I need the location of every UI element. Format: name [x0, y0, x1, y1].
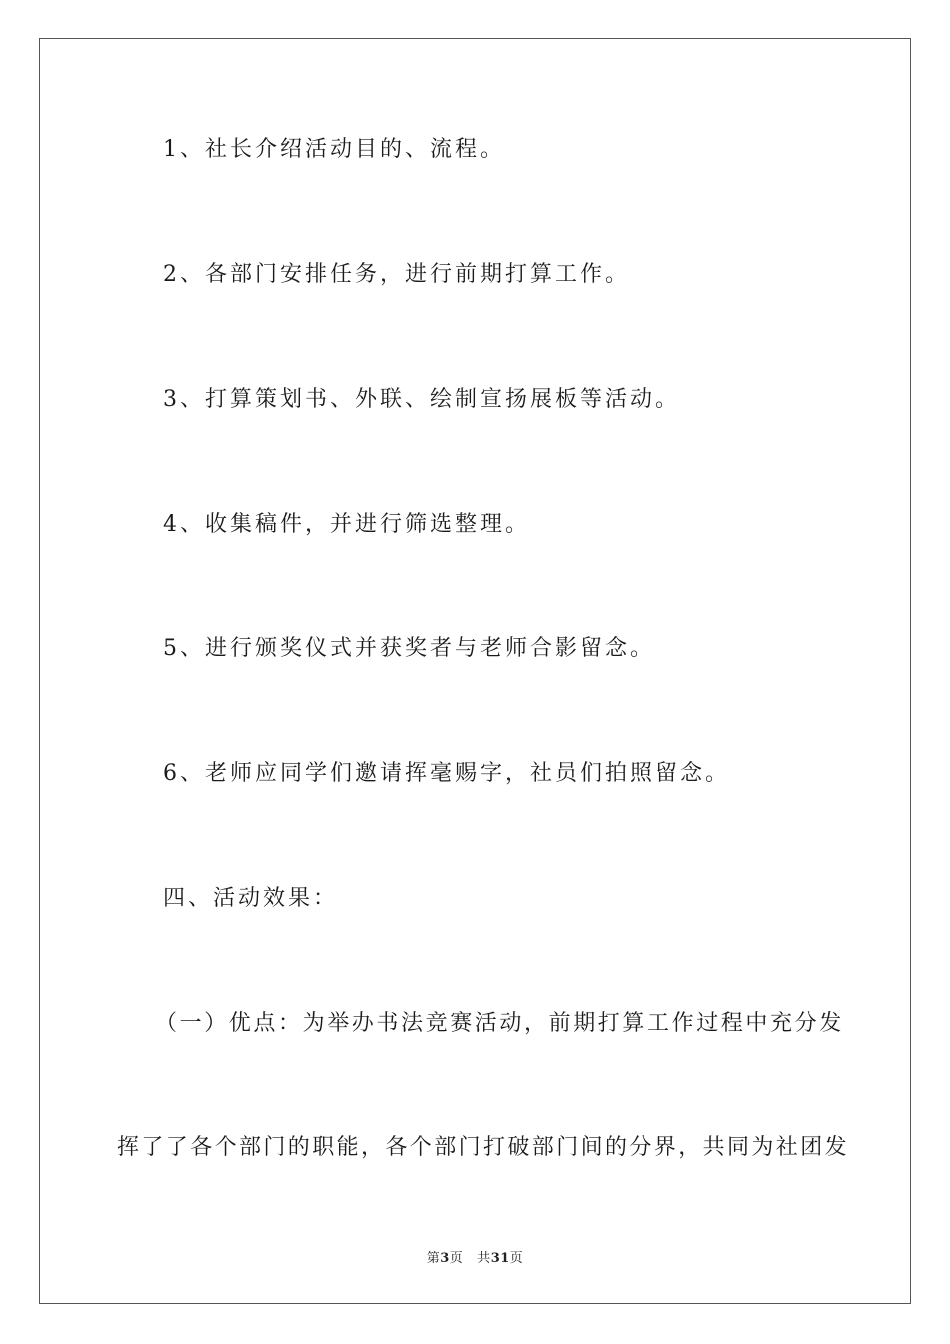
paragraph-1: 1、社长介绍活动目的、流程。	[163, 137, 505, 162]
paragraph-7: （一）优点：为举办书法竞赛活动，前期打算工作过程中充分发	[155, 1011, 844, 1036]
footer-page-suffix: 页	[449, 1251, 464, 1266]
section-heading: 四、活动效果：	[163, 886, 339, 911]
page-border	[39, 38, 911, 1304]
paragraph-2: 2、各部门安排任务，进行前期打算工作。	[163, 262, 630, 287]
paragraph-4: 4、收集稿件，并进行筛选整理。	[163, 512, 530, 537]
page-footer	[0, 1247, 950, 1266]
paragraph-6: 6、老师应同学们邀请挥毫赐字，社员们拍照留念。	[163, 761, 730, 786]
footer-total-pages: 31	[490, 1251, 510, 1266]
footer-page-number: 3	[440, 1251, 450, 1266]
paragraph-8: 挥了了各个部门的职能，各个部门打破部门间的分界，共同为社团发	[117, 1135, 850, 1160]
footer-page-prefix: 第	[426, 1251, 441, 1266]
paragraph-3: 3、打算策划书、外联、绘制宣扬展板等活动。	[163, 387, 680, 412]
footer-total-suffix: 页	[509, 1251, 524, 1266]
footer-total-prefix: 共	[477, 1251, 491, 1266]
paragraph-5: 5、进行颁奖仪式并获奖者与老师合影留念。	[163, 636, 655, 661]
